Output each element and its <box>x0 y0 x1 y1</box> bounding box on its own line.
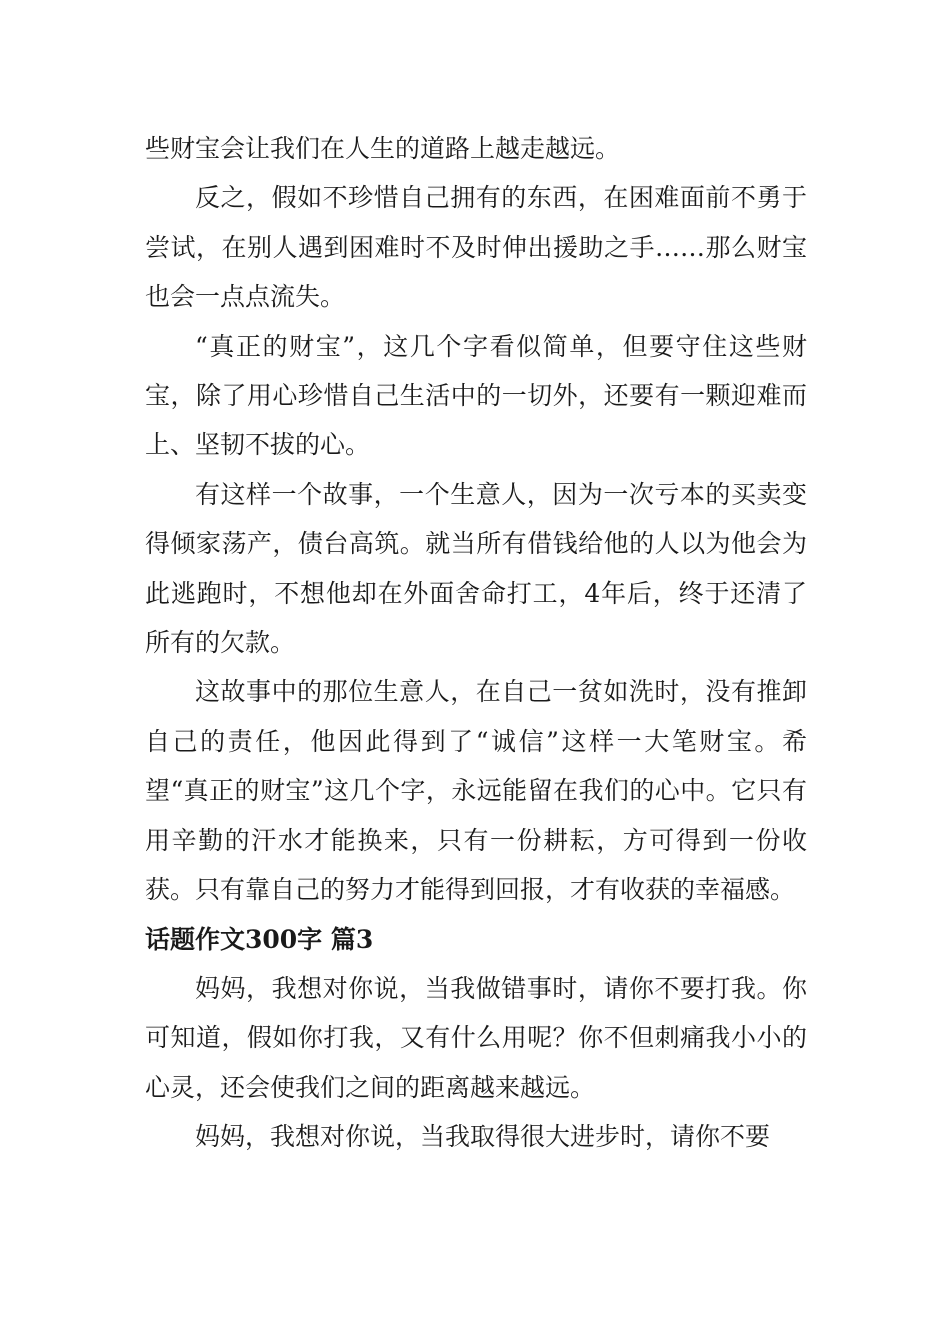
paragraph-3: “真正的财宝”，这几个字看似简单，但要守住这些财宝，除了用心珍惜自己生活中的一切外，还要有一颗迎难而上、坚韧不拔的心。 <box>145 331 807 460</box>
paragraph-5: 这故事中的那位生意人，在自己一贫如洗时，没有推卸自己的责任，他因此得到了“诚信”这样一大笔财宝。希望“真正的财宝”这几个字，永远能留在我们的心中。它只有用辛勤的汗水才能换来，只有一份耕耘，方可得到一份收获。只有靠自己的努力才能得到回报，才有收获的幸福感。 <box>145 677 807 905</box>
paragraph-6: 妈妈，我想对你说，当我做错事时，请你不要打我。你可知道，假如你打我，又有什么用呢？你不但刺痛我小小的心灵，还会使我们之间的距离越来越远。 <box>145 973 807 1102</box>
paragraph-1: 些财宝会让我们在人生的道路上越走越远。 <box>145 134 621 163</box>
document-body <box>145 124 807 1162</box>
section-heading: 话题作文300字 篇3 <box>145 924 374 954</box>
paragraph-7: 妈妈，我想对你说，当我取得很大进步时，请你不要 <box>195 1122 771 1152</box>
paragraph-2: 反之，假如不珍惜自己拥有的东西，在困难面前不勇于尝试，在别人遇到困难时不及时伸出援助之手……那么财宝也会一点点流失。 <box>145 183 807 312</box>
paragraph-4: 有这样一个故事，一个生意人，因为一次亏本的买卖变得倾家荡产，债台高筑。就当所有借钱给他的人以为他会为此逃跑时，不想他却在外面舍命打工，4年后，终于还清了所有的欠款。 <box>145 479 807 658</box>
